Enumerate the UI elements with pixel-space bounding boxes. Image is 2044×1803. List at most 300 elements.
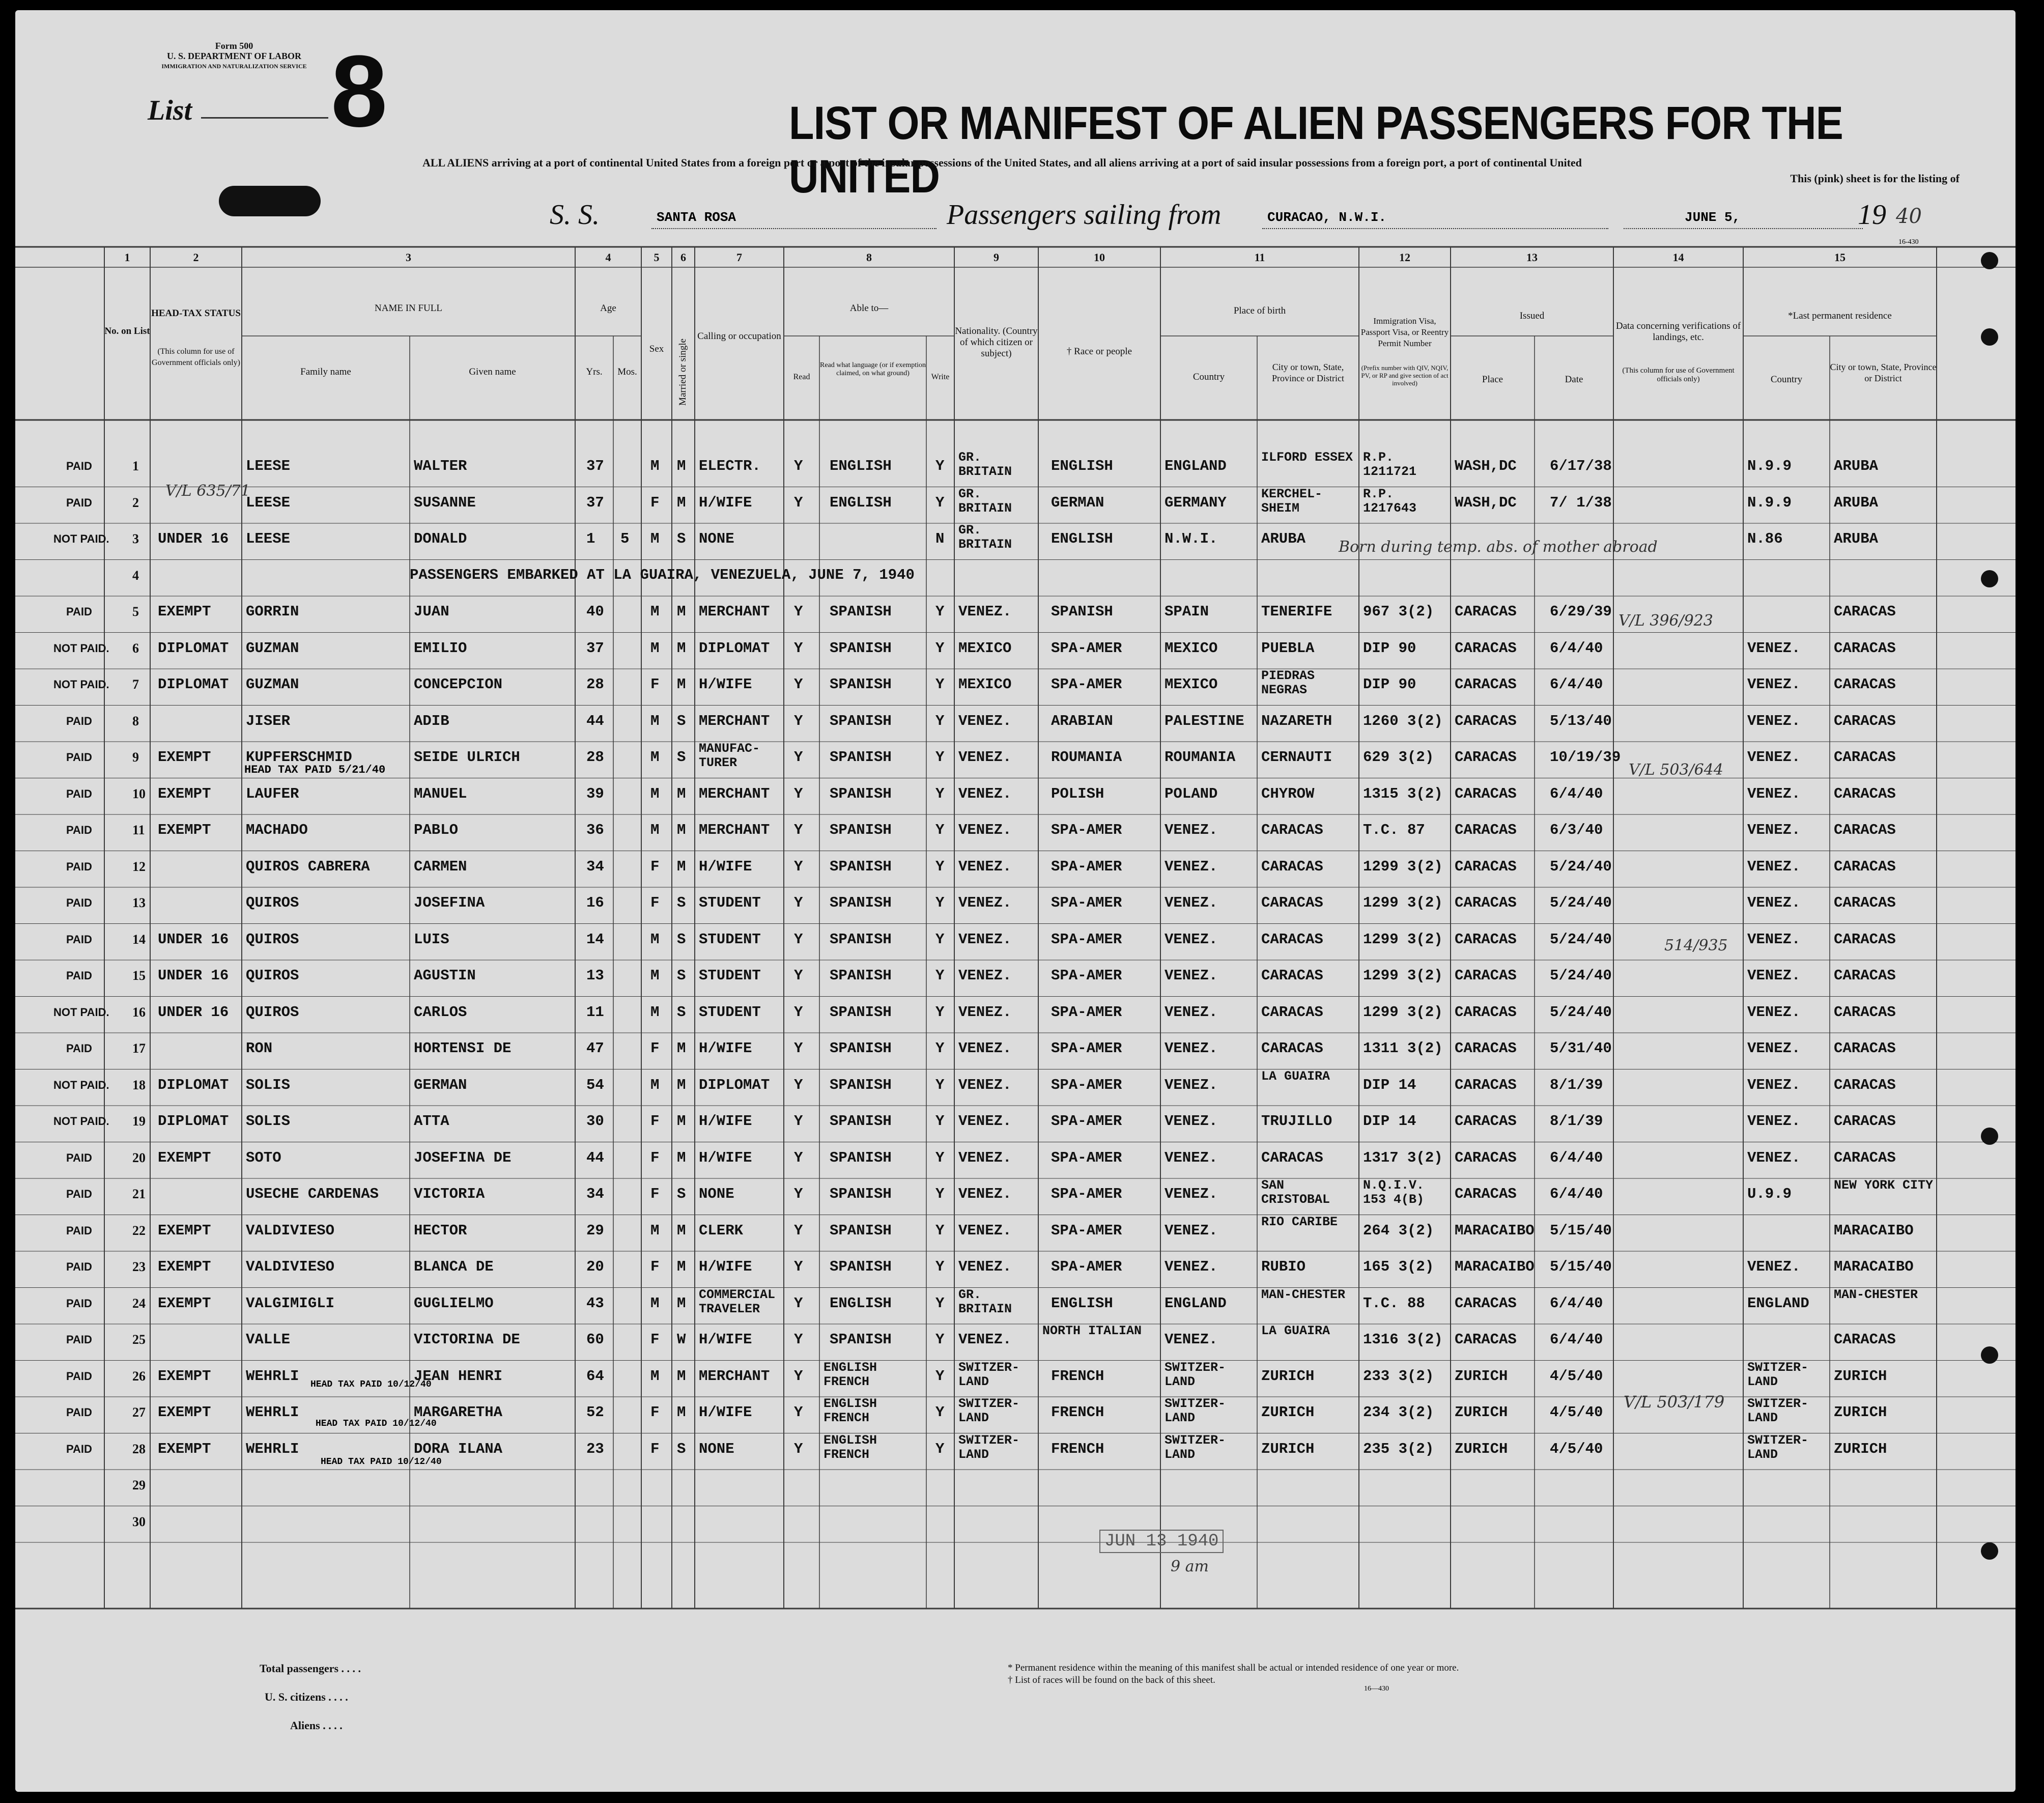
- us-citizens-row: [260, 1683, 361, 1711]
- read-language: ENGLISH FRENCH: [824, 1396, 877, 1425]
- read-language: SPANISH: [830, 639, 892, 657]
- issued-place: ZURICH: [1455, 1404, 1508, 1421]
- birth-city: CARACAS: [1261, 822, 1323, 838]
- race: ENGLISH: [1051, 1294, 1113, 1312]
- issued-date: 6/29/39: [1550, 603, 1612, 620]
- residence-city: CARACAS: [1834, 931, 1896, 948]
- visa-number: R.P. 1211721: [1363, 450, 1417, 479]
- issued-place: CARACAS: [1455, 858, 1517, 875]
- occupation: H/WIFE: [699, 494, 752, 511]
- read-language: SPANISH: [830, 676, 892, 693]
- can-read: Y: [794, 967, 803, 984]
- issued-place: CARACAS: [1455, 1294, 1517, 1312]
- family-name: SOLIS: [246, 1076, 291, 1093]
- residence-country: VENEZ.: [1747, 1076, 1801, 1093]
- row-number: 23: [132, 1259, 146, 1274]
- family-name: MACHADO: [246, 822, 308, 838]
- arrival-stamp: JUN 13 1940: [1099, 1530, 1224, 1553]
- residence-city: CARACAS: [1834, 858, 1896, 875]
- birth-city: CHYROW: [1261, 785, 1315, 802]
- can-write: Y: [935, 785, 945, 802]
- column-number: 9: [993, 251, 999, 264]
- age-years: 54: [586, 1076, 604, 1093]
- issued-date: 4/5/40: [1550, 1404, 1603, 1421]
- manifest-sheet: [15, 10, 2015, 1792]
- can-write: Y: [935, 1222, 945, 1239]
- issued-place: CARACAS: [1455, 749, 1517, 766]
- header-visa-note: (Prefix number with QIV, NQIV, PV, or RP and give section of act involved): [1361, 364, 1449, 387]
- head-tax-status: EXEMPT: [158, 1258, 211, 1275]
- issued-date: 6/4/40: [1550, 785, 1603, 802]
- head-tax-status: EXEMPT: [158, 603, 211, 620]
- can-read: Y: [794, 858, 803, 875]
- residence-country: SWITZER-LAND: [1747, 1360, 1809, 1389]
- header-residence-city: City or town, State, Province or District: [1830, 362, 1937, 383]
- residence-city: CARACAS: [1834, 676, 1896, 693]
- race: SPA-AMER: [1051, 1003, 1122, 1021]
- column-number: 12: [1399, 251, 1410, 264]
- given-name: MANUEL: [414, 785, 467, 802]
- header-residence: *Last permanent residence: [1788, 311, 1892, 321]
- marital-status: M: [677, 858, 686, 875]
- birth-city: ILFORD ESSEX: [1261, 450, 1353, 465]
- sex: M: [650, 785, 660, 802]
- read-language: SPANISH: [830, 712, 892, 729]
- sex: F: [650, 1149, 660, 1166]
- visa-number: 234 3(2): [1363, 1404, 1434, 1421]
- payment-status: PAID: [66, 1260, 92, 1273]
- residence-country: U.9.9: [1747, 1186, 1792, 1202]
- issued-place: CARACAS: [1455, 1113, 1517, 1130]
- residence-city: CARACAS: [1834, 1003, 1896, 1021]
- age-years: 47: [586, 1040, 604, 1057]
- birth-country: VENEZ.: [1165, 1331, 1218, 1348]
- age-years: 14: [586, 931, 604, 948]
- given-name: HORTENSI DE: [414, 1040, 512, 1057]
- occupation: H/WIFE: [699, 1404, 752, 1421]
- occupation: H/WIFE: [699, 1113, 752, 1130]
- row-number: 30: [132, 1514, 146, 1529]
- marital-status: S: [677, 931, 686, 948]
- column-number: 2: [193, 251, 199, 264]
- family-name: SOLIS: [246, 1113, 291, 1130]
- headtax-paid-28: HEAD TAX PAID 10/12/40: [321, 1457, 442, 1467]
- race: SPA-AMER: [1051, 967, 1122, 984]
- issued-place: CARACAS: [1455, 1040, 1517, 1057]
- age-years: 28: [586, 749, 604, 766]
- given-name: JOSEFINA DE: [414, 1149, 512, 1166]
- family-name: VALLE: [246, 1331, 291, 1348]
- row-number: 4: [132, 568, 139, 583]
- occupation: MERCHANT: [699, 603, 770, 620]
- given-name: DONALD: [414, 530, 467, 547]
- occupation: STUDENT: [699, 931, 761, 948]
- us-citizens-dots: . . . .: [328, 1691, 348, 1703]
- footnote-1: * Permanent residence within the meaning of this manifest shall be actual or intended residence of one year or more.: [1008, 1663, 1459, 1673]
- occupation: MERCHANT: [699, 1367, 770, 1385]
- birth-city: CARACAS: [1261, 858, 1323, 875]
- family-name: KUPFERSCHMID: [246, 749, 352, 766]
- read-language: ENGLISH FRENCH: [824, 1360, 877, 1389]
- can-read: Y: [794, 785, 803, 802]
- residence-city: CARACAS: [1834, 712, 1896, 729]
- marital-status: S: [677, 749, 686, 766]
- age-years: 11: [586, 1003, 604, 1021]
- family-name: WEHRLI: [246, 1440, 299, 1457]
- payment-status: PAID: [66, 605, 92, 618]
- column-number: 11: [1254, 251, 1265, 264]
- nationality: GR. BRITAIN: [958, 523, 1012, 552]
- header-head-tax-note: (This column for use of Government officials only): [152, 347, 240, 367]
- us-citizens-label: U. S. citizens: [265, 1691, 326, 1703]
- visa-number: 629 3(2): [1363, 749, 1434, 766]
- sex: M: [650, 639, 660, 657]
- issued-date: 5/24/40: [1550, 931, 1612, 948]
- can-read: Y: [794, 749, 803, 766]
- marital-status: M: [677, 1149, 686, 1166]
- birth-city: NAZARETH: [1261, 712, 1332, 729]
- can-write: Y: [935, 1404, 945, 1421]
- sex: M: [650, 1367, 660, 1385]
- footer-totals: [260, 1654, 361, 1740]
- header-able-to: Able to—: [849, 303, 889, 314]
- marital-status: M: [677, 458, 686, 474]
- payment-status: PAID: [66, 1333, 92, 1346]
- residence-city: CARACAS: [1834, 894, 1896, 911]
- visa-number: 1299 3(2): [1363, 967, 1443, 984]
- visa-number: 1311 3(2): [1363, 1040, 1443, 1057]
- vl-quiros: 514/935: [1664, 937, 1728, 954]
- birth-city: CARACAS: [1261, 1003, 1323, 1021]
- residence-city: CARACAS: [1834, 1149, 1896, 1166]
- sex: F: [650, 1404, 660, 1421]
- row-number: 13: [132, 895, 146, 910]
- issued-date: 6/4/40: [1550, 639, 1603, 657]
- can-read: Y: [794, 894, 803, 911]
- issued-date: 6/4/40: [1550, 1294, 1603, 1312]
- head-tax-status: EXEMPT: [158, 822, 211, 838]
- row-number: 12: [132, 859, 146, 874]
- can-write: Y: [935, 639, 945, 657]
- head-tax-status: EXEMPT: [158, 785, 211, 802]
- payment-status: PAID: [66, 1406, 92, 1419]
- footnote-2: † List of races will be found on the back of this sheet.: [1008, 1675, 1215, 1685]
- birth-country: ENGLAND: [1165, 1294, 1227, 1312]
- residence-country: VENEZ.: [1747, 1149, 1801, 1166]
- issued-place: MARACAIBO: [1455, 1258, 1535, 1275]
- can-read: Y: [794, 1294, 803, 1312]
- issued-date: 4/5/40: [1550, 1440, 1603, 1457]
- sex: F: [650, 1258, 660, 1275]
- visa-number: 1260 3(2): [1363, 712, 1443, 729]
- given-name: CARLOS: [414, 1003, 467, 1021]
- birth-country: VENEZ.: [1165, 858, 1218, 875]
- header-yrs: Yrs.: [586, 367, 603, 377]
- given-name: SUSANNE: [414, 494, 476, 511]
- birth-country: SWITZER-LAND: [1165, 1432, 1226, 1462]
- can-write: Y: [935, 858, 945, 875]
- born-note: Born during temp. abs. of mother abroad: [1339, 538, 1658, 556]
- punch-hole: [1981, 1346, 1998, 1364]
- total-passengers-label: Total passengers: [260, 1662, 339, 1675]
- can-read: Y: [794, 712, 803, 729]
- issued-place: ZURICH: [1455, 1440, 1508, 1457]
- age-years: 37: [586, 458, 604, 474]
- residence-country: VENEZ.: [1747, 712, 1801, 729]
- issued-place: CARACAS: [1455, 1331, 1517, 1348]
- payment-status: PAID: [66, 1151, 92, 1164]
- payment-status: PAID: [66, 860, 92, 873]
- age-years: 13: [586, 967, 604, 984]
- visa-number: 235 3(2): [1363, 1440, 1434, 1457]
- age-years: 34: [586, 858, 604, 875]
- issued-date: 4/5/40: [1550, 1367, 1603, 1385]
- marital-status: M: [677, 1258, 686, 1275]
- subtitle: ALL ALIENS arriving at a port of continental United States from a foreign port or a port of the insular possessions of the United States, and all aliens arriving at a port of said insular possessions from a foreign port, a port of continental United: [422, 156, 1582, 169]
- payment-status: PAID: [66, 1224, 92, 1237]
- occupation: MERCHANT: [699, 822, 770, 838]
- header-verifications: Data concerning verifications of landings, etc.: [1615, 321, 1741, 343]
- payment-status: PAID: [66, 933, 92, 946]
- marital-status: M: [677, 1367, 686, 1385]
- marital-status: M: [677, 1294, 686, 1312]
- header-residence-country: Country: [1770, 374, 1803, 385]
- age-years: 37: [586, 494, 604, 511]
- visa-number: 1299 3(2): [1363, 931, 1443, 948]
- race: SPA-AMER: [1051, 1222, 1122, 1239]
- race: SPA-AMER: [1051, 894, 1122, 911]
- issued-date: 5/15/40: [1550, 1258, 1612, 1275]
- can-write: Y: [935, 1076, 945, 1093]
- nationality: VENEZ.: [958, 1331, 1012, 1348]
- nationality: VENEZ.: [958, 603, 1012, 620]
- issued-date: 6/4/40: [1550, 1186, 1603, 1202]
- punch-hole: [1981, 570, 1998, 587]
- birth-country: POLAND: [1165, 785, 1218, 802]
- can-write: Y: [935, 1294, 945, 1312]
- headtax-paid-8: HEAD TAX PAID 5/21/40: [244, 764, 386, 776]
- row-number: 14: [132, 932, 146, 947]
- can-write: Y: [935, 603, 945, 620]
- birth-city: CARACAS: [1261, 1040, 1323, 1057]
- row-number: 27: [132, 1405, 146, 1420]
- birth-city: SAN CRISTOBAL: [1261, 1178, 1330, 1207]
- head-tax-status: DIPLOMAT: [158, 1076, 229, 1093]
- row-number: 6: [132, 640, 139, 656]
- race: SPA-AMER: [1051, 858, 1122, 875]
- birth-city: ZURICH: [1261, 1404, 1315, 1421]
- given-name: BLANCA DE: [414, 1258, 494, 1275]
- marital-status: M: [677, 1222, 686, 1239]
- nationality: SWITZER-LAND: [958, 1360, 1020, 1389]
- subtitle-2: This (pink) sheet is for the listing of: [1790, 172, 1960, 185]
- birth-country: VENEZ.: [1165, 822, 1218, 838]
- issued-place: CARACAS: [1455, 785, 1517, 802]
- issued-date: 5/24/40: [1550, 894, 1612, 911]
- birth-country: VENEZ.: [1165, 1186, 1218, 1202]
- visa-number: R.P. 1217643: [1363, 486, 1417, 516]
- can-write: Y: [935, 1186, 945, 1202]
- residence-city: CARACAS: [1834, 785, 1896, 802]
- punch-hole: [1981, 328, 1998, 346]
- can-write: Y: [935, 1258, 945, 1275]
- given-name: VICTORINA DE: [414, 1331, 520, 1348]
- can-read: Y: [794, 1113, 803, 1130]
- sex: F: [650, 1331, 660, 1348]
- issued-place: CARACAS: [1455, 931, 1517, 948]
- can-read: Y: [794, 1186, 803, 1202]
- sex: M: [650, 1003, 660, 1021]
- can-read: Y: [794, 1076, 803, 1093]
- sex: M: [650, 458, 660, 474]
- given-name: WALTER: [414, 458, 467, 474]
- nationality: VENEZ.: [958, 749, 1012, 766]
- birth-city: TRUJILLO: [1261, 1113, 1332, 1130]
- read-language: SPANISH: [830, 1003, 892, 1021]
- birth-city: CERNAUTI: [1261, 749, 1332, 766]
- birth-country: VENEZ.: [1165, 1113, 1218, 1130]
- visa-number: DIP 90: [1363, 676, 1416, 693]
- residence-city: MARACAIBO: [1834, 1258, 1914, 1275]
- header-race: † Race or people: [1066, 346, 1132, 357]
- nationality: SWITZER-LAND: [958, 1432, 1020, 1462]
- birth-city: CARACAS: [1261, 967, 1323, 984]
- header-birth-city: City or town, State, Province or District: [1272, 362, 1344, 383]
- read-language: SPANISH: [830, 603, 892, 620]
- payment-status: PAID: [66, 824, 92, 836]
- marital-status: S: [677, 1440, 686, 1457]
- issued-place: CARACAS: [1455, 1186, 1517, 1202]
- issued-place: CARACAS: [1455, 1076, 1517, 1093]
- payment-status: PAID: [66, 751, 92, 764]
- age-years: 43: [586, 1294, 604, 1312]
- can-read: Y: [794, 639, 803, 657]
- year-suffix: 40: [1896, 205, 1922, 228]
- row-number: 18: [132, 1077, 146, 1092]
- visa-number: DIP 14: [1363, 1113, 1416, 1130]
- issued-date: 8/1/39: [1550, 1113, 1603, 1130]
- marital-status: M: [677, 676, 686, 693]
- column-number: 4: [605, 251, 611, 264]
- nationality: VENEZ.: [958, 1076, 1012, 1093]
- can-read: Y: [794, 458, 803, 474]
- nationality: VENEZ.: [958, 858, 1012, 875]
- birth-city: CARACAS: [1261, 931, 1323, 948]
- birth-city: PIEDRAS NEGRAS: [1261, 668, 1315, 697]
- age-years: 16: [586, 894, 604, 911]
- visa-number: 1316 3(2): [1363, 1331, 1443, 1348]
- issued-date: 5/13/40: [1550, 712, 1612, 729]
- family-name: QUIROS: [246, 894, 299, 911]
- head-tax-status: DIPLOMAT: [158, 1113, 229, 1130]
- can-read: Y: [794, 1404, 803, 1421]
- birth-city: LA GUAIRA: [1261, 1323, 1330, 1338]
- row-number: 2: [132, 495, 139, 510]
- occupation: MERCHANT: [699, 785, 770, 802]
- given-name: ATTA: [414, 1113, 449, 1130]
- age-years: 28: [586, 676, 604, 693]
- issued-date: 7/ 1/38: [1550, 494, 1612, 511]
- race: SPA-AMER: [1051, 1076, 1122, 1093]
- column-number: 14: [1672, 251, 1684, 264]
- row-number: 7: [132, 677, 139, 692]
- residence-country: N.9.9: [1747, 494, 1792, 511]
- can-write: Y: [935, 931, 945, 948]
- form-code: 16-430: [1898, 238, 1919, 246]
- nationality: VENEZ.: [958, 785, 1012, 802]
- occupation: H/WIFE: [699, 1149, 752, 1166]
- row-number: 10: [132, 786, 146, 801]
- payment-status: NOT PAID.: [53, 1005, 109, 1019]
- visa-number: 1317 3(2): [1363, 1149, 1443, 1166]
- family-name: QUIROS: [246, 931, 299, 948]
- sex: F: [650, 1113, 660, 1130]
- race: ARABIAN: [1051, 712, 1113, 729]
- issued-date: 6/4/40: [1550, 1331, 1603, 1348]
- age-years: 44: [586, 712, 604, 729]
- nationality: VENEZ.: [958, 712, 1012, 729]
- family-name: VALDIVIESO: [246, 1258, 335, 1275]
- marital-status: M: [677, 494, 686, 511]
- issued-place: ZURICH: [1455, 1367, 1508, 1385]
- visa-number: 1299 3(2): [1363, 858, 1443, 875]
- race: SPA-AMER: [1051, 1258, 1122, 1275]
- row-number: 20: [132, 1150, 146, 1165]
- issued-place: WASH,DC: [1455, 494, 1517, 511]
- read-language: SPANISH: [830, 858, 892, 875]
- marital-status: M: [677, 1040, 686, 1057]
- race: FRENCH: [1051, 1404, 1104, 1421]
- row-number: 17: [132, 1041, 146, 1056]
- header-place-of-birth: Place of birth: [1233, 305, 1286, 316]
- birth-city: ARUBA: [1261, 530, 1306, 547]
- payment-status: PAID: [66, 787, 92, 800]
- occupation: ELECTR.: [699, 458, 761, 474]
- issued-date: 8/1/39: [1550, 1076, 1603, 1093]
- residence-city: ARUBA: [1834, 530, 1879, 547]
- marital-status: M: [677, 603, 686, 620]
- given-name: EMILIO: [414, 639, 467, 657]
- payment-status: NOT PAID.: [53, 1078, 109, 1091]
- family-name: QUIROS CABRERA: [246, 858, 370, 875]
- given-name: PABLO: [414, 822, 459, 838]
- head-tax-status: DIPLOMAT: [158, 676, 229, 693]
- payment-status: PAID: [66, 969, 92, 982]
- list-label: List: [148, 95, 192, 126]
- birth-country: PALESTINE: [1165, 712, 1244, 729]
- issued-date: 6/4/40: [1550, 676, 1603, 693]
- nationality: MEXICO: [958, 676, 1012, 693]
- column-number: 1: [124, 251, 130, 264]
- sex: M: [650, 749, 660, 766]
- sex: M: [650, 967, 660, 984]
- family-name: SOTO: [246, 1149, 281, 1166]
- issued-place: WASH,DC: [1455, 458, 1517, 474]
- age-years: 37: [586, 639, 604, 657]
- sex: M: [650, 530, 660, 547]
- footnotes: [1008, 1662, 1459, 1686]
- issued-place: CARACAS: [1455, 967, 1517, 984]
- birth-country: VENEZ.: [1165, 1258, 1218, 1275]
- visa-number: 233 3(2): [1363, 1367, 1434, 1385]
- visa-number: T.C. 88: [1363, 1294, 1425, 1312]
- row-number: 9: [132, 750, 139, 765]
- birth-country: VENEZ.: [1165, 1149, 1218, 1166]
- can-read: Y: [794, 931, 803, 948]
- family-name: LAUFER: [246, 785, 299, 802]
- column-number: 6: [680, 251, 686, 264]
- header-write: Write: [931, 373, 950, 381]
